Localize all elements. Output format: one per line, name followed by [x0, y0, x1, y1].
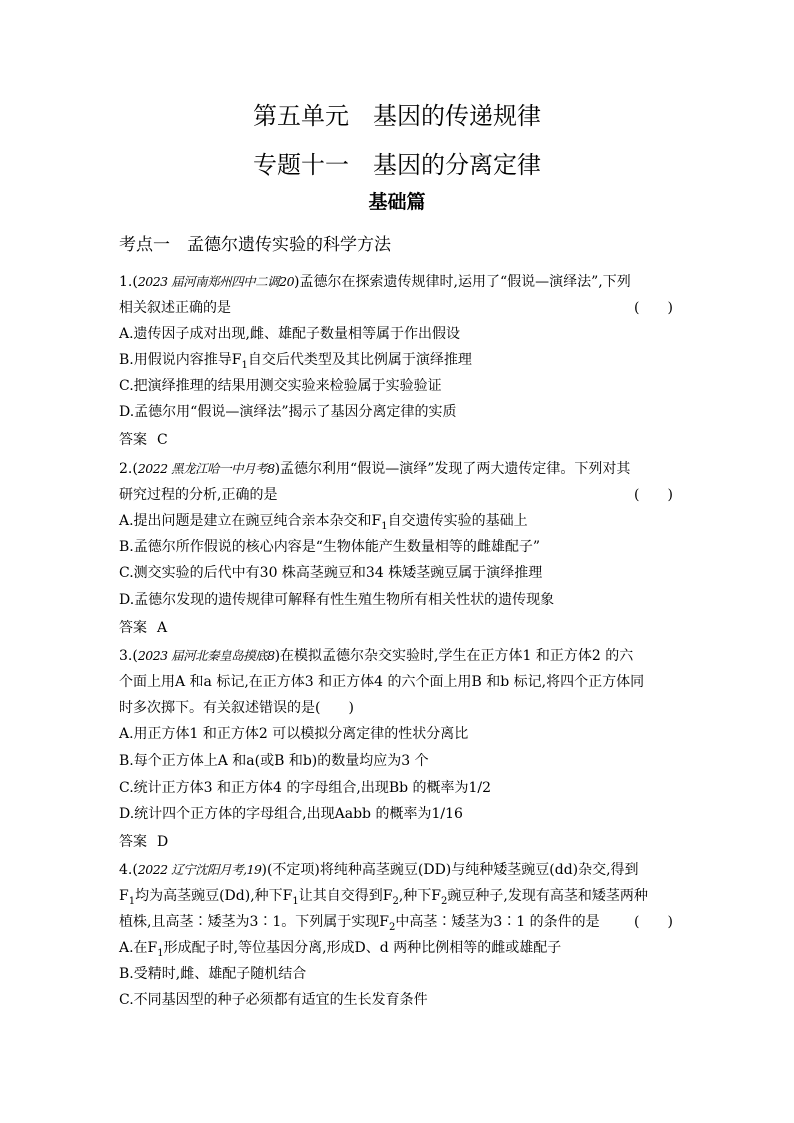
q3-source: 2023 届河北秦皇岛摸底8: [137, 648, 275, 663]
q1-stem-line1: [119, 272, 631, 292]
q3-stem-text1: 在模拟孟德尔杂交实验时,学生在正方体1 和正方体2 的六: [280, 648, 634, 664]
q1-option-a: A.遗传因子成对出现,雌、雄配子数量相等属于作出假设: [119, 326, 461, 342]
q1-option-c: C.把演绎推理的结果用测交实验来检验属于实验验证: [119, 378, 442, 394]
q4-stem-text1: (不定项)将纯种高茎豌豆(DD)与纯种矮茎豌豆(dd)杂交,得到: [266, 862, 639, 878]
q3-option-d: D.统计四个正方体的字母组合,出现Aabb 的概率为1/16: [119, 806, 463, 822]
q3-stem-line2: 个面上用A 和a 标记,在正方体3 和正方体4 的六个面上用B 和b 标记,将四个正方体同: [119, 674, 645, 690]
q1-number: 1.(: [119, 274, 138, 290]
q4-stem-line1: [119, 860, 639, 880]
q2-answer-paren: ( ): [634, 487, 673, 503]
q2-option-a: A.提出问题是建立在豌豆纯合亲本杂交和$F_1$自交遗传实验的基础上: [119, 513, 528, 532]
q3-stem-line3: 时多次掷下。有关叙述错误的是( ): [119, 700, 354, 716]
section-title: 考点一 孟德尔遗传实验的科学方法: [119, 235, 391, 255]
q4-number: 4.(: [119, 862, 138, 878]
q1-option-d: D.孟德尔用“假说—演绎法”揭示了基因分离定律的实质: [119, 404, 457, 420]
q1-answer-paren: ( ): [634, 300, 673, 316]
q2-source-close: ): [274, 461, 281, 477]
q2-source: 2022 黑龙江哈一中月考8: [137, 461, 275, 476]
q1-answer: 答案 C: [119, 432, 168, 448]
q2-option-d: D.孟德尔发现的遗传规律可解释有性生殖生物所有相关性状的遗传现象: [119, 592, 555, 608]
q4-option-c: C.不同基因型的种子必须都有适宜的生长发育条件: [119, 992, 428, 1008]
q2-answer-value: A: [157, 620, 168, 636]
q2-option-b: B.孟德尔所作假说的核心内容是“生物体能产生数量相等的雌雄配子”: [119, 539, 541, 555]
q4-source-close: ): [261, 862, 267, 878]
q3-option-b: B.每个正方体上A 和a(或B 和b)的数量均应为3 个: [119, 753, 429, 769]
q3-source-close: ): [274, 648, 281, 664]
q4-source: 2022 辽宁沈阳月考,19: [137, 862, 262, 877]
q1-answer-value: C: [157, 432, 168, 448]
q1-source: 2023 届河南郑州四中二调20: [137, 274, 295, 289]
q3-stem-line1: [119, 646, 633, 666]
level-title: 基础篇: [368, 191, 426, 213]
q3-number: 3.(: [119, 648, 138, 664]
q4-option-b: B.受精时,雌、雄配子随机结合: [119, 966, 307, 982]
q4-answer-paren: ( ): [634, 914, 673, 930]
q3-option-a: A.用正方体1 和正方体2 可以模拟分离定律的性状分离比: [119, 726, 469, 742]
unit-title: 第五单元 基因的传递规律: [253, 102, 541, 130]
topic-title: 专题十一 基因的分离定律: [253, 151, 541, 179]
q2-number: 2.(: [119, 461, 138, 477]
q4-option-a: A.在$F_1$形成配子时,等位基因分离,形成D、d 两种比例相等的雌或雄配子: [119, 940, 562, 959]
q3-answer-value: D: [157, 834, 169, 850]
q2-option-c: C.测交实验的后代中有30 株高茎豌豆和34 株矮茎豌豆属于演绎推理: [119, 565, 543, 581]
q1-stem-line2: 相关叙述正确的是: [119, 300, 231, 316]
q4-stem-line3: 植株,且高茎∶矮茎为3∶1。下列属于实现$F_2$中高茎∶矮茎为3∶1 的条件的是: [119, 914, 600, 933]
q1-option-b: B.用假说内容推导$F_1$自交后代类型及其比例属于演绎推理: [119, 352, 472, 371]
q3-answer: 答案 D: [119, 834, 169, 850]
q1-stem-text1: 孟德尔在探索遗传规律时,运用了“假说—演绎法”,下列: [299, 274, 631, 290]
q1-source-close: ): [294, 274, 300, 290]
q3-option-c: C.统计正方体3 和正方体4 的字母组合,出现Bb 的概率为1/2: [119, 780, 492, 796]
q2-answer: 答案 A: [119, 620, 168, 636]
q2-stem-line1: [119, 459, 630, 479]
q2-stem-line2: 研究过程的分析,正确的是: [119, 487, 278, 503]
q2-stem-text1: 孟德尔利用“假说—演绎”发现了两大遗传定律。下列对其: [280, 461, 631, 477]
q4-stem-line2: $F_1$均为高茎豌豆(Dd),种下$F_1$让其自交得到$F_2$,种下$F_2$豌豆种子,发现有高茎和矮茎两种: [119, 888, 648, 907]
